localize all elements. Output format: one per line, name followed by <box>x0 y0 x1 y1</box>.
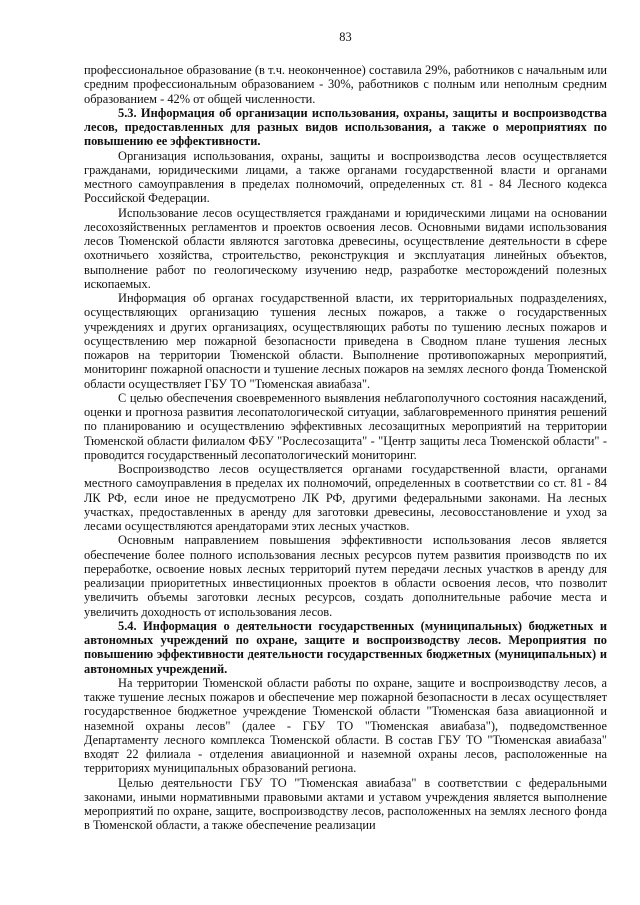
paragraph: На территории Тюменской области работы по охране, защите и воспроизводству лесов, а также тушение лесных пожаров и обеспечение мер пожарной безопасности в лесах осуществляет государственное бюджетное учреждение Тюменской области "Тюменская база авиационной и наземной охраны лесов" (далее - ГБУ ТО "Тюменская авиабаза"), подведомственное Департаменту лесного комплекса Тюменской области. В состав ГБУ ТО "Тюменская авиабаза" входят 22 филиала - отделения авиационной и наземной охраны лесов, расположенные на территориях муниципальных образований региона. <box>84 675 607 776</box>
section-heading-5-3: 5.3. Информация об организации использования, охраны, защиты и воспроизводства лесов, предоставленных для разных видов использования, а также о мероприятиях по повышению ее эффективности. <box>84 105 607 149</box>
page-number: 83 <box>339 30 352 44</box>
section-heading-5-4: 5.4. Информация о деятельности государственных (муниципальных) бюджетных и автономных учреждений по охране, защите и воспроизводству лесов. Мероприятия по повышению эффективности деятельности государственных бюджетных (муниципальных) и автономных учреждений. <box>84 618 607 676</box>
paragraph: С целью обеспечения своевременного выявления неблагополучного состояния насаждений, оценки и прогноза развития лесопатологической ситуации, заблаговременного принятия решений по планированию и осуществлению эффективных лесозащитных мероприятий на территории Тюменской области филиалом ФБУ "Рослесозащита" - "Центр защиты леса Тюменской области" - проводится государственный лесопатологический мониторинг. <box>84 390 607 462</box>
paragraph-continued: профессиональное образование (в т.ч. неоконченное) составила 29%, работников с начальным или средним профессиональным образованием - 30%, работников с полным или неполным средним образованием - 42% от общей численности. <box>84 63 607 106</box>
paragraph: Воспроизводство лесов осуществляется органами государственной власти, органами местного самоуправления в пределах их полномочий, определенных в соответствии со ст. 81 - 84 ЛК РФ, если иное не предусмотрено ЛК РФ, другими федеральными законами. На лесных участках, предоставленных в аренду для заготовки древесины, лесовосстановление и уход за лесами осуществляются арендаторами этих лесных участков. <box>84 462 607 533</box>
paragraph: Основным направлением повышения эффективности использования лесов является обеспечение более полного использования лесных ресурсов путем развития производств по их переработке, освоение новых лесных территорий путем передачи лесных участков в аренду для реализации приоритетных инвестиционных проектов в области освоения лесов, что позволит увеличить объемы заготовки лесных ресурсов, создать дополнительные рабочие места и увеличить доходность от использования лесов. <box>84 533 607 619</box>
paragraph: Использование лесов осуществляется гражданами и юридическими лицами на основании лесохозяйственных регламентов и проектов освоения лесов. Основными видами использования лесов Тюменской области являются заготовка древесины, осуществление деятельности в сфере охотничьего хозяйства, строительство, реконструкция и эксплуатация линейных объектов, выполнение работ по геологическому изучению недр, разработке месторождений полезных ископаемых. <box>84 205 607 291</box>
paragraph: Организация использования, охраны, защиты и воспроизводства лесов осуществляется гражданами, юридическими лицами, а также органами государственной власти и органами местного самоуправления в пределах полномочий, определенных ст. 81 - 84 Лесного кодекса Российской Федерации. <box>84 148 607 206</box>
paragraph: Информация об органах государственной власти, их территориальных подразделениях, осуществляющих организацию тушения лесных пожаров, а также о государственных учреждениях и других организациях, осуществляющих работы по тушению лесных пожаров и осуществлению мер пожарной безопасности приведена в Сводном плане тушения лесных пожаров на территории Тюменской области. Выполнение противопожарных мероприятий, мониторинг пожарной опасности и тушение лесных пожаров на землях лесного фонда Тюменской области осуществляет ГБУ ТО "Тюменская авиабаза". <box>84 291 607 391</box>
paragraph: Целью деятельности ГБУ ТО "Тюменская авиабаза" в соответствии с федеральными законами, иными нормативными правовыми актами и уставом учреждения является выполнение мероприятий по охране, защите, воспроизводству лесов, расположенных на землях лесного фонда в Тюменской области, а также обеспечение реализации <box>84 775 607 833</box>
